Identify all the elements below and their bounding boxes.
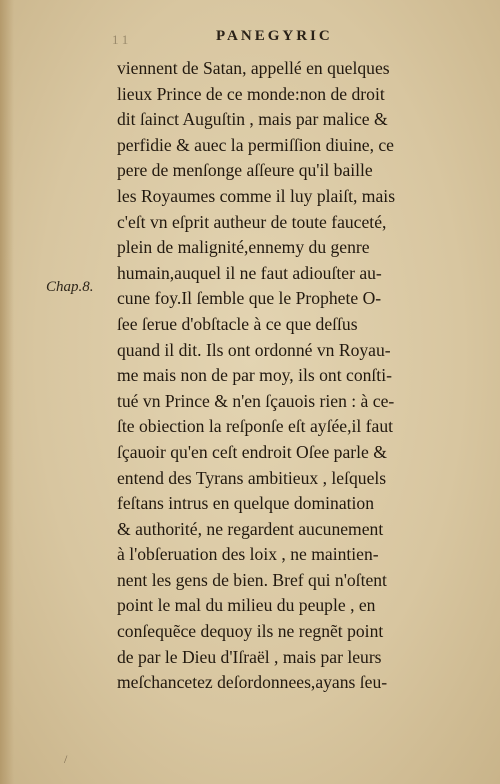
page-gutter-shadow: [0, 0, 14, 784]
bottom-mark: /: [64, 752, 68, 766]
body-text: [117, 56, 452, 696]
text-line: nent les gens de bien. Bref qui n'oſtent: [117, 569, 387, 590]
text-line: de par le Dieu d'Iſraël , mais par leurs: [117, 646, 382, 667]
text-line: à l'obſeruation des loix , ne maintien-: [117, 544, 379, 565]
text-line: meſchancetez deſordonnees,ayans ſeu-: [117, 672, 388, 693]
text-line: conſequẽce dequoy ils ne regnẽt point: [117, 621, 384, 642]
text-line: quand il dit. Ils ont ordonné vn Royau-: [117, 339, 391, 360]
text-line: point le mal du milieu du peuple , en: [117, 595, 376, 616]
running-head: PANEGYRIC: [216, 28, 333, 44]
text-line: dit ſainct Auguſtin , mais par malice &: [117, 109, 388, 130]
text-line: pere de menſonge aſſeure qu'il baille: [117, 160, 373, 181]
page-number: 1 1: [112, 32, 129, 47]
text-line: plein de malignité,ennemy du genre: [117, 237, 370, 258]
text-line: lieux Prince de ce monde:non de droit: [117, 83, 385, 104]
text-line: cune foy.Il ſemble que le Prophete O-: [117, 288, 382, 309]
text-line: ſte obiection la reſponſe eſt ayſée,il faut: [117, 416, 394, 437]
text-line: humain,auquel il ne faut adiouſter au-: [117, 262, 382, 283]
text-line: viennent de Satan, appellé en quelques: [117, 58, 390, 78]
text-line: & authorité, ne regardent aucunement: [117, 518, 384, 539]
text-line: entend des Tyrans ambitieux , leſquels: [117, 467, 387, 488]
text-line: perfidie & auec la permiſſion diuine, ce: [117, 134, 394, 155]
text-line: ſçauoir qu'en ceſt endroit Oſee parle &: [117, 441, 387, 462]
text-line: c'eſt vn eſprit autheur de toute fauceté,: [117, 211, 387, 232]
text-line: ſee ſerue d'obſtacle à ce que deſſus: [117, 313, 358, 334]
margin-note: Chap.8.: [46, 279, 94, 295]
text-line: tué vn Prince & n'en ſçauois rien : à ce-: [117, 390, 395, 411]
text-line: me mais non de par moy, ils ont conſti-: [117, 365, 392, 386]
text-line: feſtans intrus en quelque domination: [117, 493, 375, 514]
text-line: les Royaumes comme il luy plaiſt, mais: [117, 185, 396, 206]
